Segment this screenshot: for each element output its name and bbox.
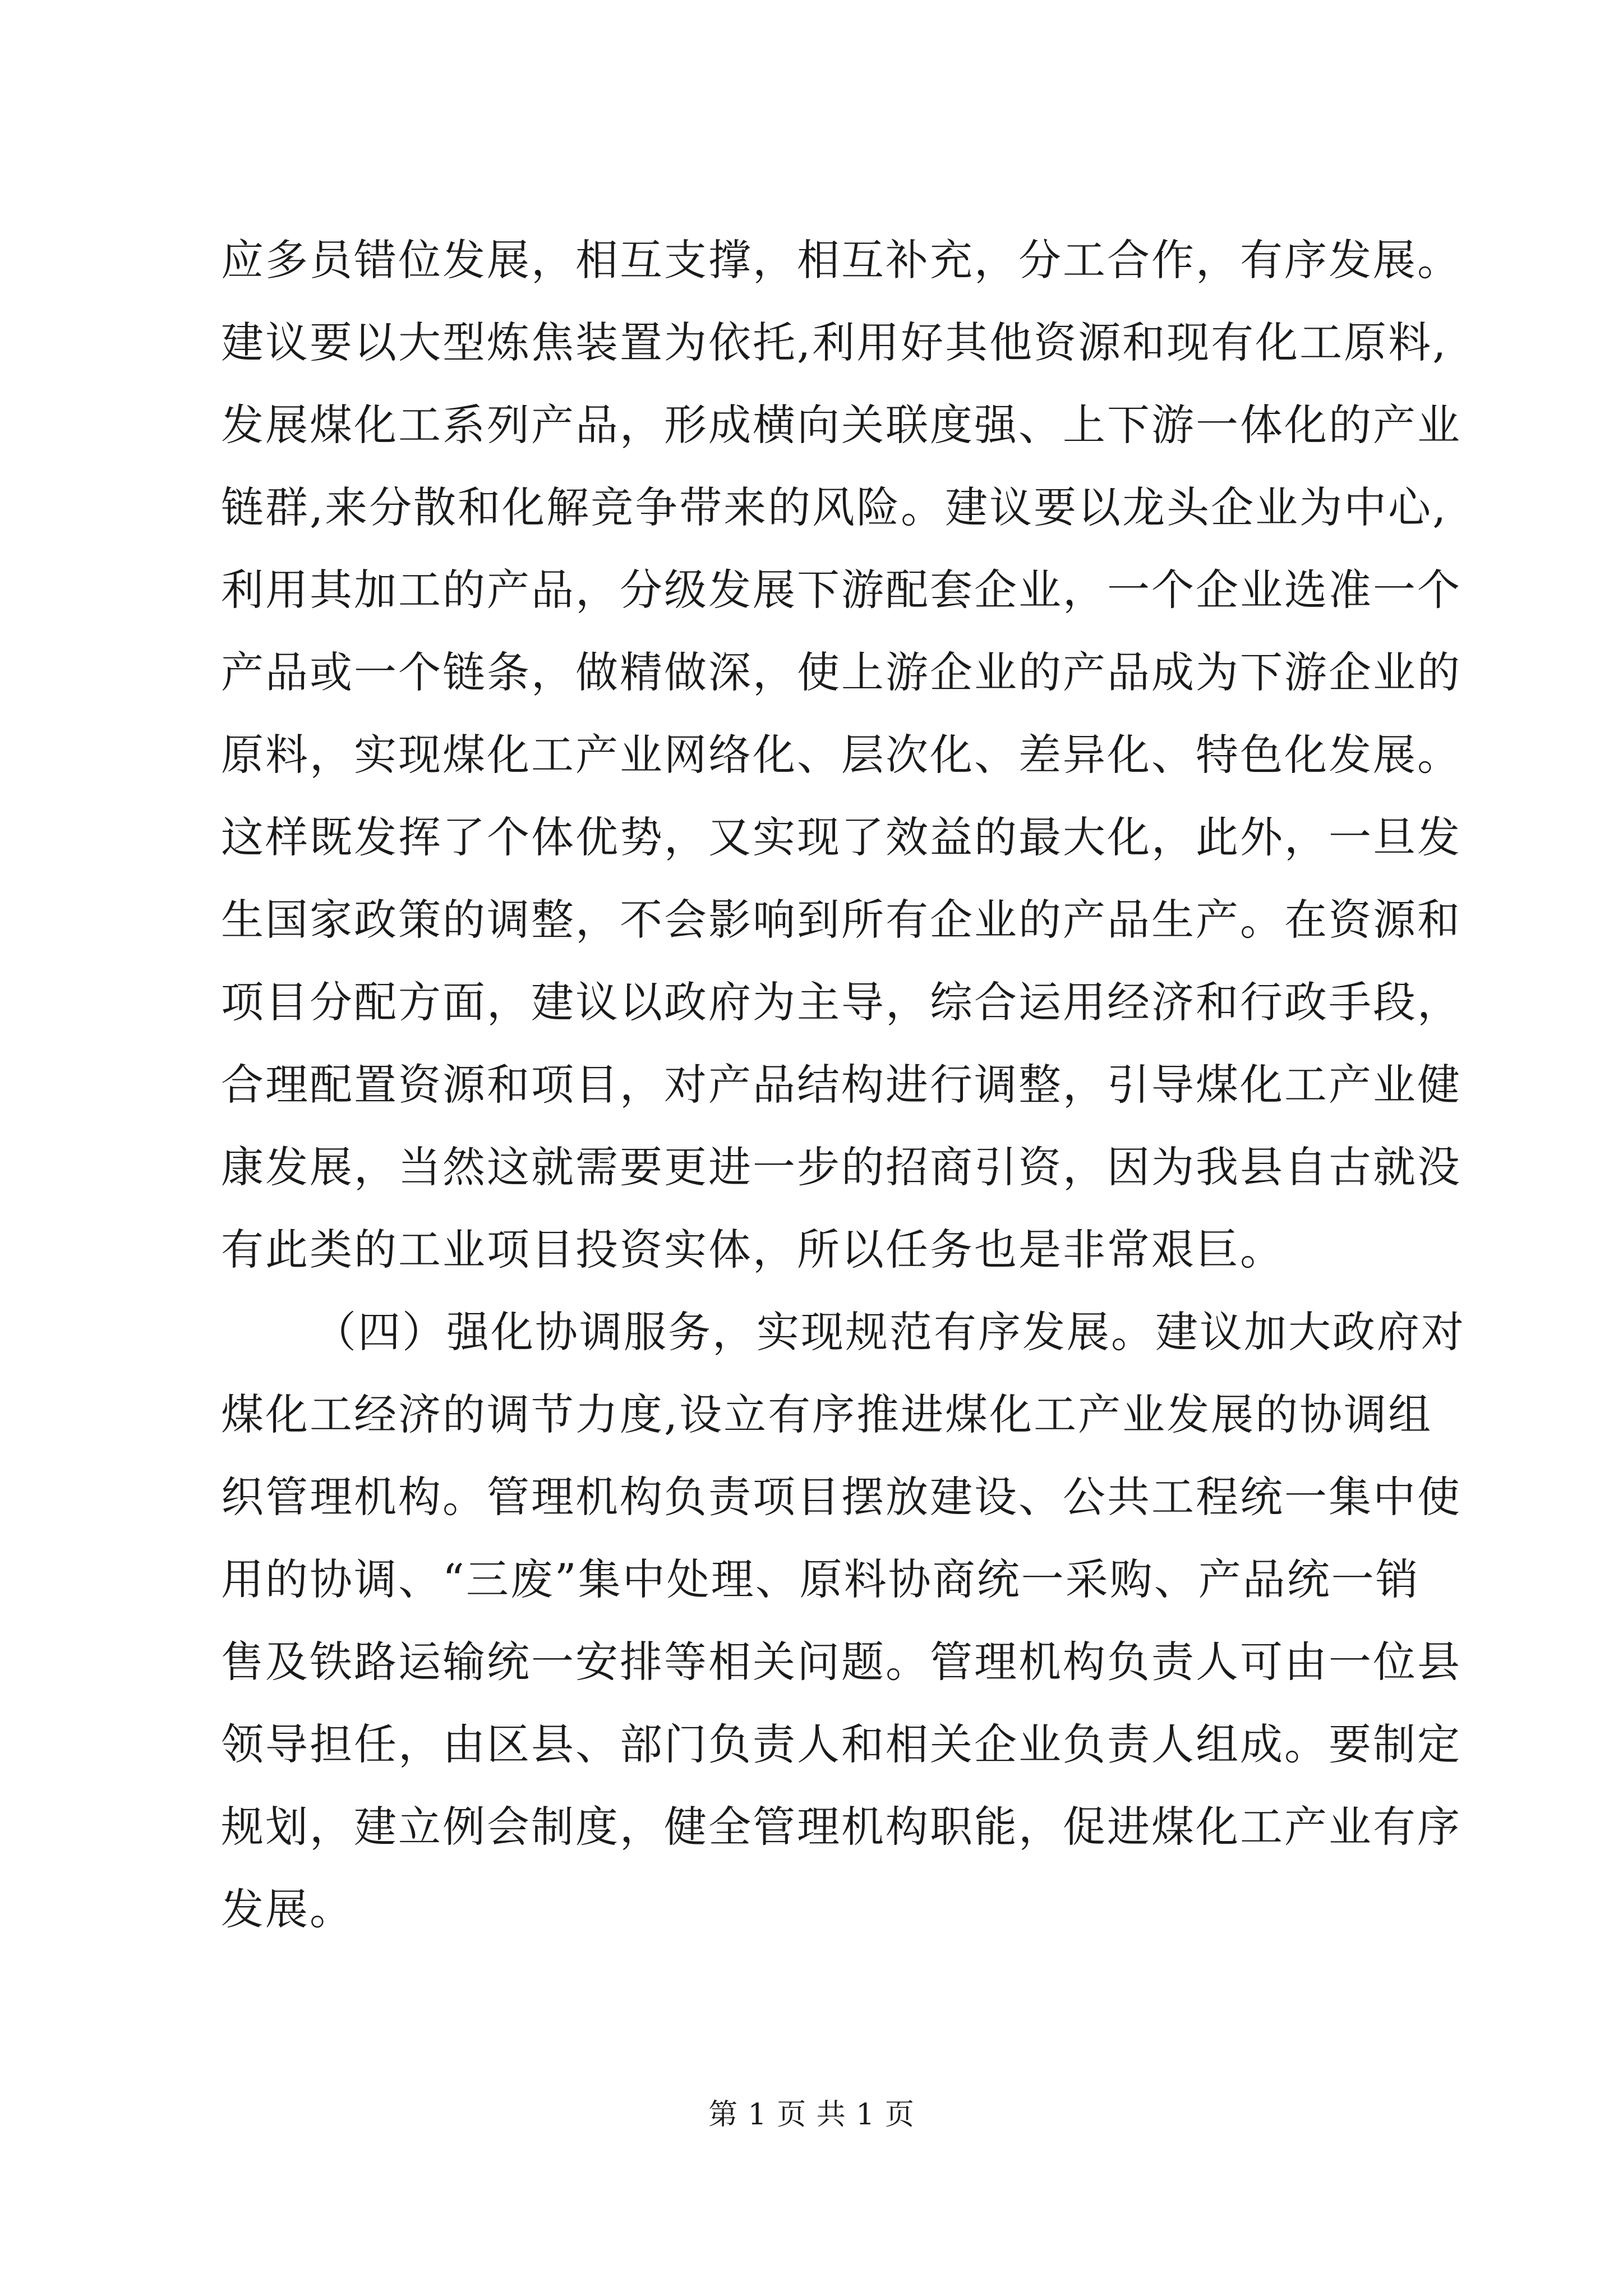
text-line: 用的协调、“三废”集中处理、原料协商统一采购、产品统一销 bbox=[221, 1554, 1420, 1604]
text-line: 利用其加工的产品，分级发展下游配套企业，一个企业选准一个 bbox=[221, 565, 1461, 615]
text-line: 发展。 bbox=[221, 1884, 354, 1934]
text-line: 应多员错位发展，相互支撑，相互补充，分工合作，有序发展。 bbox=[221, 235, 1461, 285]
text-line: 发展煤化工系列产品，形成横向关联度强、上下游一体化的产业 bbox=[221, 400, 1461, 450]
text-line: 项目分配方面，建议以政府为主导，综合运用经济和行政手段， bbox=[221, 977, 1461, 1027]
text-line: 生国家政策的调整，不会影响到所有企业的产品生产。在资源和 bbox=[221, 895, 1461, 945]
page-number-footer: 第 1 页 共 1 页 bbox=[708, 2098, 915, 2132]
text-line: 这样既发挥了个体优势，又实现了效益的最大化，此外，一旦发 bbox=[221, 812, 1461, 862]
text-line: 领导担任，由区县、部门负责人和相关企业负责人组成。要制定 bbox=[221, 1719, 1461, 1769]
text-line: 规划，建立例会制度，健全管理机构职能，促进煤化工产业有序 bbox=[221, 1802, 1461, 1852]
section-heading-line: （四）强化协调服务，实现规范有序发展。建议加大政府对 bbox=[313, 1307, 1465, 1357]
text-line: 织管理机构。管理机构负责项目摆放建设、公共工程统一集中使 bbox=[221, 1472, 1461, 1522]
text-line: 售及铁路运输统一安排等相关问题。管理机构负责人可由一位县 bbox=[221, 1637, 1461, 1687]
text-line: 产品或一个链条，做精做深，使上游企业的产品成为下游企业的 bbox=[221, 647, 1461, 697]
text-line: 原料，实现煤化工产业网络化、层次化、差异化、特色化发展。 bbox=[221, 730, 1461, 780]
text-line: 建议要以大型炼焦装置为依托,利用好其他资源和现有化工原料, bbox=[221, 318, 1448, 367]
text-line: 康发展，当然这就需要更进一步的招商引资，因为我县自古就没 bbox=[221, 1142, 1461, 1192]
body-text bbox=[221, 219, 1488, 1950]
text-line: 有此类的工业项目投资实体，所以任务也是非常艰巨。 bbox=[221, 1225, 1284, 1274]
text-line: 链群,来分散和化解竞争带来的风险。建议要以龙头企业为中心, bbox=[221, 482, 1448, 532]
text-line: 合理配置资源和项目，对产品结构进行调整，引导煤化工产业健 bbox=[221, 1060, 1461, 1110]
text-line: 煤化工经济的调节力度,设立有序推进煤化工产业发展的协调组 bbox=[221, 1389, 1433, 1439]
